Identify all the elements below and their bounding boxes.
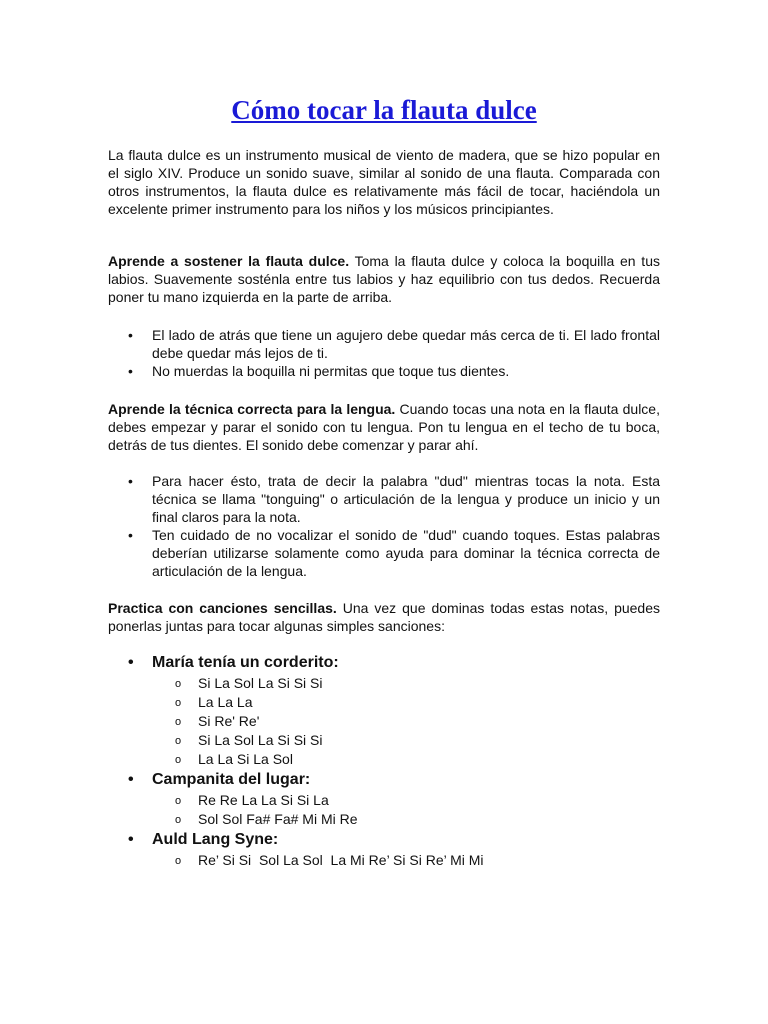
section-songs-paragraph bbox=[108, 599, 660, 635]
note-line: o La La La bbox=[108, 693, 660, 712]
song-title: • Campanita del lugar: bbox=[108, 769, 660, 791]
list-item: • Para hacer ésto, trata de decir la palabra "dud" mientras tocas la nota. Esta técnica se llama "tonguing" o articulación de la lengua y produce un inicio y un final claros para la nota. bbox=[108, 472, 660, 526]
note-line: o Si La Sol La Si Si Si bbox=[108, 674, 660, 693]
intro-paragraph: La flauta dulce es un instrumento musical de viento de madera, que se hizo popular en el siglo XIV. Produce un sonido suave, similar al sonido de una flauta. Comparada con otros instrumentos, la flauta dulce es relativamente más fácil de tocar, haciéndola un excelente primer instrumento para los niños y los músicos principiantes. bbox=[108, 147, 660, 217]
song-title: • María tenía un corderito: bbox=[108, 652, 660, 674]
section-tongue-heading: Aprende la técnica correcta para la lengua. bbox=[108, 401, 396, 417]
section-songs-text: Una vez que dominas todas estas notas, puedes ponerlas juntas para tocar algunas simples sanciones: bbox=[108, 600, 661, 634]
note-line: o Re Re La La Si Si La bbox=[108, 791, 660, 810]
section-tongue-text: Cuando tocas una nota en la flauta dulce, debes empezar y parar el sonido con tu lengua. Pon tu lengua en el techo de tu boca, detrás de tus dientes. El sonido debe comenzar y parar ahí. bbox=[108, 401, 660, 453]
section-hold-text: Toma la flauta dulce y coloca la boquilla en tus labios. Suavemente sosténla entre tus labios y haz equilibrio con tus dedos. Recuerda poner tu mano izquierda en la parte de arriba. bbox=[108, 253, 660, 305]
list-item: • El lado de atrás que tiene un agujero debe quedar más cerca de ti. El lado frontal debe quedar más lejos de ti. bbox=[108, 326, 660, 362]
list-item: • Ten cuidado de no vocalizar el sonido de "dud" cuando toques. Estas palabras deberían utilizarse solamente como ayuda para dominar la técnica correcta de articulación de la lengua. bbox=[108, 526, 660, 580]
section-hold-paragraph bbox=[108, 252, 660, 306]
song-title: • Auld Lang Syne: bbox=[108, 829, 660, 851]
note-line: o Sol Sol Fa# Fa# Mi Mi Re bbox=[108, 810, 660, 829]
section-songs-heading: Practica con canciones sencillas. bbox=[108, 600, 337, 616]
page-title: Cómo tocar la flauta dulce bbox=[231, 95, 537, 125]
note-line: o Si Re' Re' bbox=[108, 712, 660, 731]
section-tongue-paragraph bbox=[108, 400, 660, 454]
list-item: • No muerdas la boquilla ni permitas que toque tus dientes. bbox=[108, 362, 660, 380]
section-hold-bullets bbox=[108, 326, 660, 380]
section-hold-heading: Aprende a sostener la flauta dulce. bbox=[108, 253, 350, 269]
note-line: o Re’ Si Si Sol La Sol La Mi Re’ Si Si Re’ Mi Mi bbox=[108, 851, 660, 870]
song-notes bbox=[108, 791, 660, 829]
song-notes bbox=[108, 674, 660, 769]
song-list bbox=[108, 652, 660, 870]
note-line: o Si La Sol La Si Si Si bbox=[108, 731, 660, 750]
note-line: o La La Si La Sol bbox=[108, 750, 660, 769]
section-tongue-bullets bbox=[108, 472, 660, 580]
song-notes bbox=[108, 851, 660, 870]
